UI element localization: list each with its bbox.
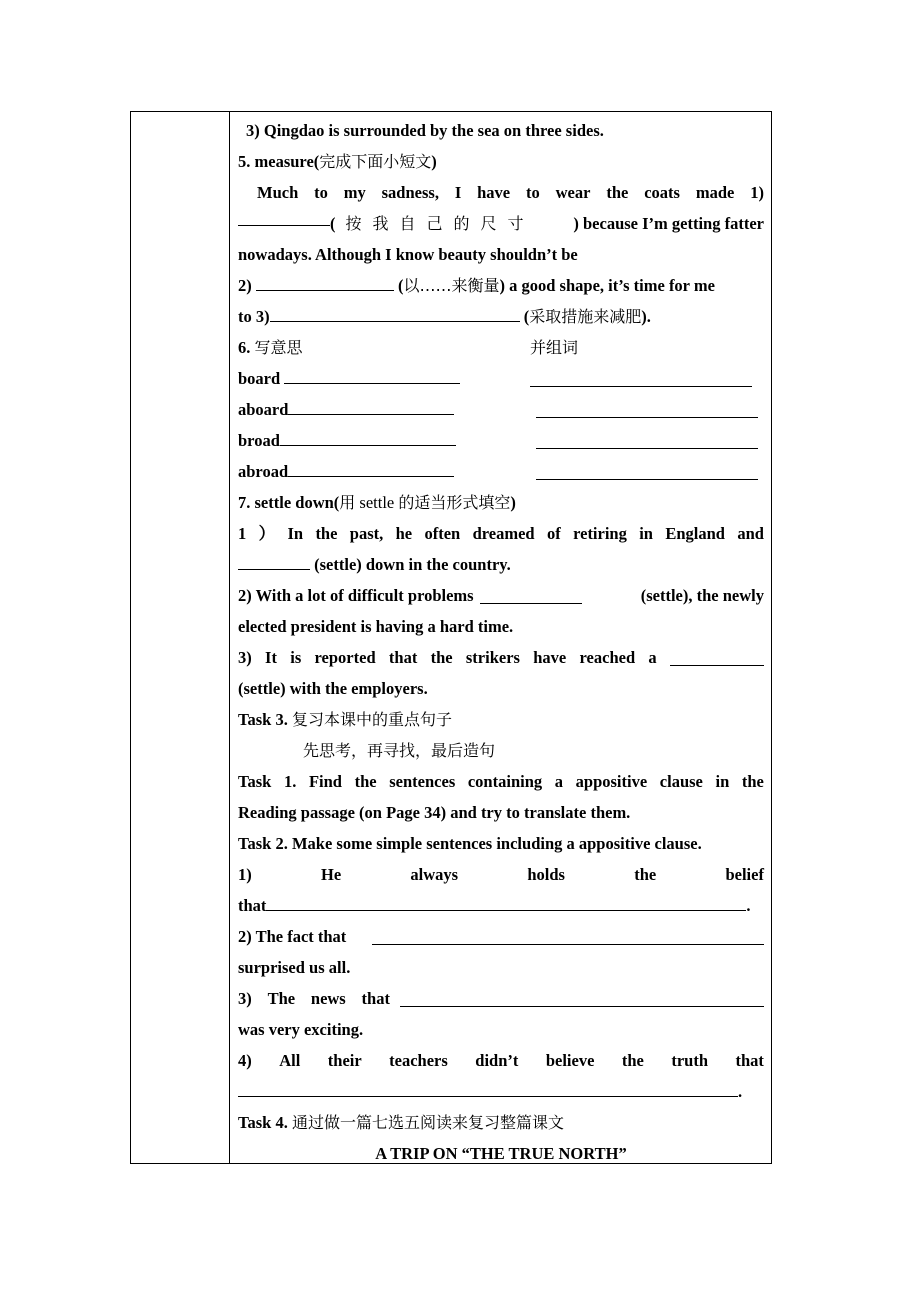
word: made <box>695 183 735 202</box>
word: have <box>477 183 511 202</box>
word: sadness, <box>381 183 439 202</box>
word: that <box>361 989 390 1008</box>
settle-q2-line1: 2) With a lot of difficult problems (settle), the newly <box>238 586 764 605</box>
word: 4) <box>238 1051 252 1070</box>
word: The <box>267 989 296 1008</box>
word: their <box>327 1051 362 1070</box>
word: In <box>287 524 304 543</box>
word: ） <box>258 524 276 543</box>
word: always <box>410 865 459 884</box>
word: have <box>533 648 567 667</box>
word: 3) <box>238 989 252 1008</box>
word: 3) <box>238 648 252 667</box>
blank-sentence-1[interactable] <box>266 893 746 911</box>
word: and <box>737 524 764 543</box>
word: Find <box>308 772 342 791</box>
blank-sentence-2[interactable] <box>372 927 764 945</box>
word: that <box>735 1051 764 1070</box>
word: 1 <box>238 524 247 543</box>
word: the <box>606 183 629 202</box>
blank-settle-1[interactable] <box>238 552 310 570</box>
word: appositive <box>575 772 648 791</box>
word: sentences <box>389 772 456 791</box>
word: to <box>314 183 328 202</box>
word: is <box>290 648 302 667</box>
sentence2-line1: 2) The fact that <box>238 921 764 952</box>
word: Much <box>257 183 299 202</box>
task3-title: Task 3. 复习本课中的重点句子 <box>238 710 452 729</box>
task2-line: Task 2. Make some simple sentences including a appositive clause. <box>238 834 702 853</box>
item-q3-line: 3) Qingdao is surrounded by the sea on three sides. <box>246 121 604 140</box>
sentence2-line2: surprised us all. <box>238 958 351 977</box>
sentence1-line2: that . <box>238 890 764 921</box>
settle-q3-line1 <box>238 642 764 673</box>
sentence4-line2: . <box>238 1076 764 1107</box>
word: the <box>315 524 338 543</box>
word: past, <box>349 524 384 543</box>
word: 1) <box>238 865 252 884</box>
vocab-row-broad: broad <box>238 425 764 456</box>
word: 1. <box>283 772 297 791</box>
word: the <box>634 865 657 884</box>
word: in <box>715 772 730 791</box>
word: the <box>430 648 453 667</box>
vocab-phrase-blank[interactable] <box>530 369 752 387</box>
word: strikers <box>465 648 520 667</box>
word: I <box>454 183 462 202</box>
task1-line2: Reading passage (on Page 34) and try to translate them. <box>238 803 631 822</box>
vocab-title: 6. 写意思 并组词 <box>238 338 579 357</box>
sentence1-line1 <box>238 859 764 890</box>
worksheet-content <box>238 115 764 1169</box>
worksheet-table <box>130 111 772 1164</box>
word: believe <box>545 1051 595 1070</box>
blank-settle-3[interactable] <box>670 648 764 666</box>
word: He <box>321 865 342 884</box>
word: All <box>279 1051 301 1070</box>
vocab-row-aboard: aboard <box>238 394 764 425</box>
settle-q1-line2: (settle) down in the country. <box>238 549 764 580</box>
blank-1[interactable] <box>238 208 330 226</box>
word: a <box>554 772 564 791</box>
word: in <box>639 524 653 543</box>
word: to <box>526 183 540 202</box>
settle-q1-line1 <box>238 518 764 549</box>
word: that <box>388 648 418 667</box>
sentence3-line1 <box>238 983 764 1014</box>
word: clause <box>659 772 703 791</box>
task1-line1 <box>238 766 764 797</box>
measure-title: 5. measure(完成下面小短文) <box>238 152 437 171</box>
measure-paragraph-line3: nowadays. Although I know beauty shouldn’t be <box>238 245 578 264</box>
measure-paragraph-line4: 2) (以……来衡量) a good shape, it’s time for me <box>238 270 764 301</box>
blank-2[interactable] <box>256 273 394 291</box>
word: didn’t <box>475 1051 519 1070</box>
word: the <box>354 772 377 791</box>
word: he <box>395 524 413 543</box>
vocab-meaning-blank[interactable] <box>288 459 454 477</box>
vocab-phrase-blank[interactable] <box>536 462 758 480</box>
word: belief <box>725 865 764 884</box>
word: a <box>648 648 657 667</box>
measure-paragraph-line2: ( 按我自己的尺寸 ) because I’m getting fatter <box>238 208 764 239</box>
blank-sentence-3[interactable] <box>400 989 764 1007</box>
vocab-phrase-blank[interactable] <box>536 400 758 418</box>
word: Task <box>238 772 272 791</box>
word: reported <box>314 648 376 667</box>
word: wear <box>555 183 591 202</box>
passage-title: A TRIP ON “THE TRUE NORTH” <box>375 1144 627 1163</box>
word: holds <box>527 865 565 884</box>
vocab-meaning-blank[interactable] <box>284 366 460 384</box>
word: teachers <box>389 1051 448 1070</box>
word: news <box>310 989 346 1008</box>
settle-q2-line2: elected president is having a hard time. <box>238 617 514 636</box>
word: coats <box>644 183 680 202</box>
blank-sentence-4[interactable] <box>238 1079 738 1097</box>
vocab-meaning-blank[interactable] <box>280 428 456 446</box>
vocab-phrase-blank[interactable] <box>536 431 758 449</box>
column-divider <box>229 112 230 1163</box>
measure-paragraph-line5: to 3) (采取措施来减肥). <box>238 301 764 332</box>
word: the <box>621 1051 644 1070</box>
word: my <box>343 183 366 202</box>
vocab-row-abroad: abroad <box>238 456 764 487</box>
measure-paragraph-line1 <box>238 177 764 208</box>
sentence4-line1 <box>238 1045 764 1076</box>
word: containing <box>467 772 543 791</box>
blank-settle-2[interactable] <box>480 586 582 604</box>
sentence3-line2: was very exciting. <box>238 1020 364 1039</box>
word: England <box>665 524 725 543</box>
word: retiring <box>573 524 627 543</box>
word: 1) <box>750 183 764 202</box>
word: reached <box>579 648 636 667</box>
sentence3-words <box>238 983 390 1014</box>
settle-q3-line2: (settle) with the employers. <box>238 679 428 698</box>
word: It <box>265 648 277 667</box>
vocab-meaning-blank[interactable] <box>288 397 454 415</box>
task4-title: Task 4. 通过做一篇七选五阅读来复习整篇课文 <box>238 1113 564 1132</box>
word: truth <box>671 1051 709 1070</box>
word: often <box>424 524 461 543</box>
word: the <box>741 772 764 791</box>
vocab-row-board: board <box>238 363 764 394</box>
word: of <box>546 524 561 543</box>
task3-subtitle: 先思考，再寻找，最后造句 <box>303 741 496 760</box>
blank-3[interactable] <box>270 304 520 322</box>
word: dreamed <box>472 524 535 543</box>
settle-title: 7. settle down(用 settle 的适当形式填空) <box>238 493 516 512</box>
